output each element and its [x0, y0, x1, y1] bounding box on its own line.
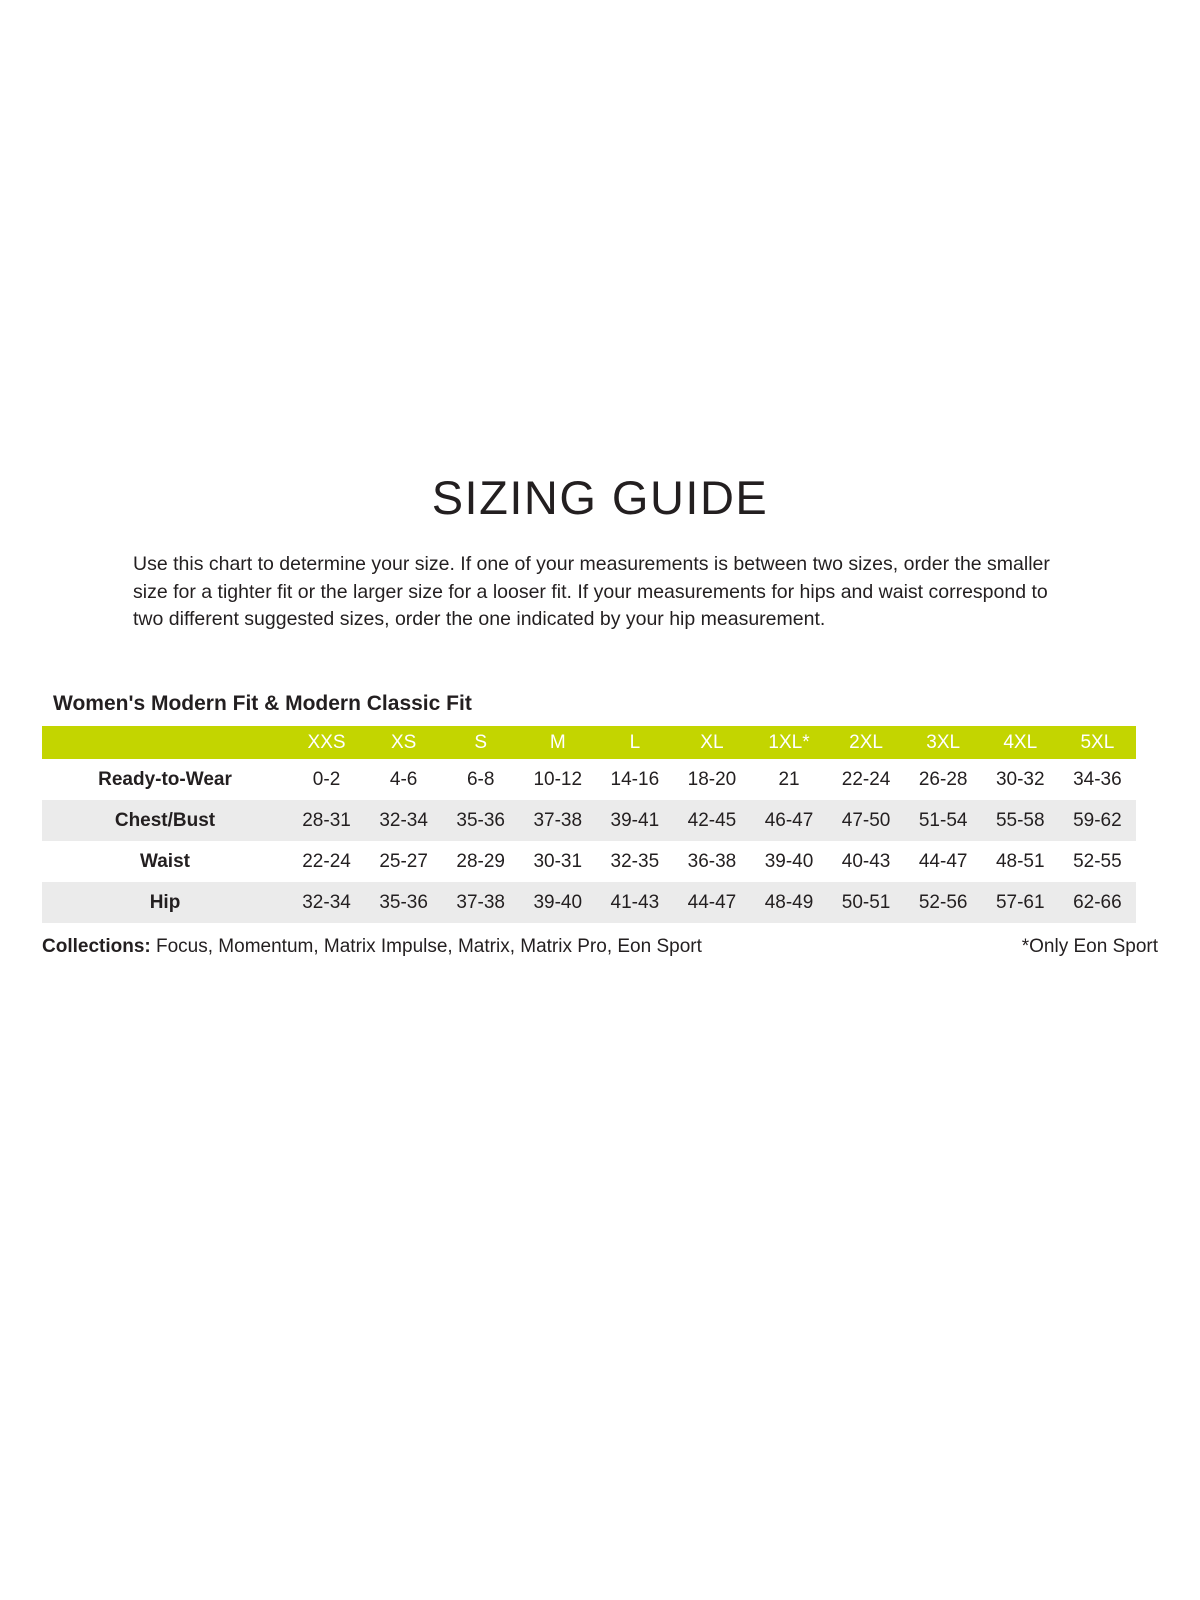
table-cell: 52-56	[918, 891, 968, 913]
table-cell: 34-36	[1073, 768, 1122, 790]
table-cell: 55-58	[995, 809, 1045, 831]
intro-paragraph: Use this chart to determine your size. If one of your measurements is between two sizes, order the smaller size for a tighter fit or the larger size for a looser fit. If your measurements for hips and waist correspond to two different suggested sizes, order the one indicated by your hip measurement.	[133, 553, 1050, 631]
collections-list: Focus, Momentum, Matrix Impulse, Matrix, Matrix Pro, Eon Sport	[150, 936, 702, 958]
collections-line	[42, 936, 1158, 958]
row-label: Ready-to-Wear	[98, 768, 232, 790]
table-cell: 25-27	[379, 850, 428, 872]
table-row	[42, 841, 1136, 882]
table-cell: 48-51	[995, 850, 1045, 872]
header-cell-size: 5XL	[1059, 726, 1136, 759]
table-cell: 28-31	[302, 809, 351, 831]
table-cell: 35-36	[456, 809, 505, 831]
table-cell: 32-35	[610, 850, 660, 872]
table-cell: 10-12	[533, 768, 583, 790]
size-table-head	[42, 726, 1136, 759]
table-cell: 32-34	[302, 891, 351, 913]
header-cell-size: XL	[673, 726, 750, 759]
table-cell: 4-6	[389, 768, 418, 790]
table-cell: 37-38	[533, 809, 583, 831]
footnote-only-eon-sport: *Only Eon Sport	[1021, 936, 1158, 958]
table-row	[42, 882, 1136, 923]
table-cell: 59-62	[1073, 809, 1122, 831]
table-cell: 22-24	[302, 850, 351, 872]
table-cell: 39-40	[764, 850, 814, 872]
table-cell: 30-31	[533, 850, 583, 872]
table-cell: 39-41	[610, 809, 660, 831]
size-table	[42, 726, 1136, 923]
size-table-header-row	[42, 726, 1136, 759]
row-label: Chest/Bust	[114, 809, 216, 831]
table-cell: 28-29	[456, 850, 505, 872]
table-cell: 57-61	[995, 891, 1045, 913]
page-title: SIZING GUIDE	[431, 471, 769, 524]
table-cell: 18-20	[687, 768, 737, 790]
table-row	[42, 759, 1136, 800]
table-cell: 6-8	[466, 768, 495, 790]
table-cell: 44-47	[687, 891, 737, 913]
header-cell-size: XS	[365, 726, 442, 759]
header-cell-size: XXS	[288, 726, 365, 759]
table-cell: 62-66	[1073, 891, 1122, 913]
header-cell-size: L	[596, 726, 673, 759]
table-cell: 21	[778, 768, 800, 790]
row-label: Waist	[140, 850, 190, 872]
table-cell: 14-16	[610, 768, 660, 790]
table-cell: 44-47	[918, 850, 968, 872]
collections-text	[42, 936, 702, 958]
table-cell: 37-38	[456, 891, 505, 913]
section-heading-womens-modern-fit: Women's Modern Fit & Modern Classic Fit	[53, 692, 472, 716]
header-cell-size: 1XL*	[750, 726, 827, 759]
collections-label: Collections:	[42, 936, 151, 958]
table-cell: 0-2	[312, 768, 341, 790]
table-cell: 22-24	[841, 768, 891, 790]
table-cell: 40-43	[841, 850, 891, 872]
header-corner-cell	[42, 726, 288, 759]
table-cell: 48-49	[764, 891, 814, 913]
table-cell: 35-36	[379, 891, 428, 913]
table-cell: 36-38	[687, 850, 737, 872]
table-cell: 41-43	[610, 891, 660, 913]
row-label: Hip	[149, 891, 181, 913]
table-cell: 42-45	[687, 809, 737, 831]
header-cell-size: 3XL	[905, 726, 982, 759]
table-cell: 39-40	[533, 891, 583, 913]
table-cell: 32-34	[379, 809, 428, 831]
table-row	[42, 800, 1136, 841]
table-cell: 47-50	[841, 809, 891, 831]
size-table-body	[42, 759, 1136, 923]
table-cell: 46-47	[764, 809, 814, 831]
table-cell: 51-54	[918, 809, 968, 831]
table-cell: 50-51	[841, 891, 891, 913]
header-cell-size: 2XL	[828, 726, 905, 759]
table-cell: 52-55	[1073, 850, 1122, 872]
table-cell: 26-28	[918, 768, 968, 790]
table-cell: 30-32	[995, 768, 1045, 790]
header-cell-size: 4XL	[982, 726, 1059, 759]
header-cell-size: S	[442, 726, 519, 759]
header-cell-size: M	[519, 726, 596, 759]
